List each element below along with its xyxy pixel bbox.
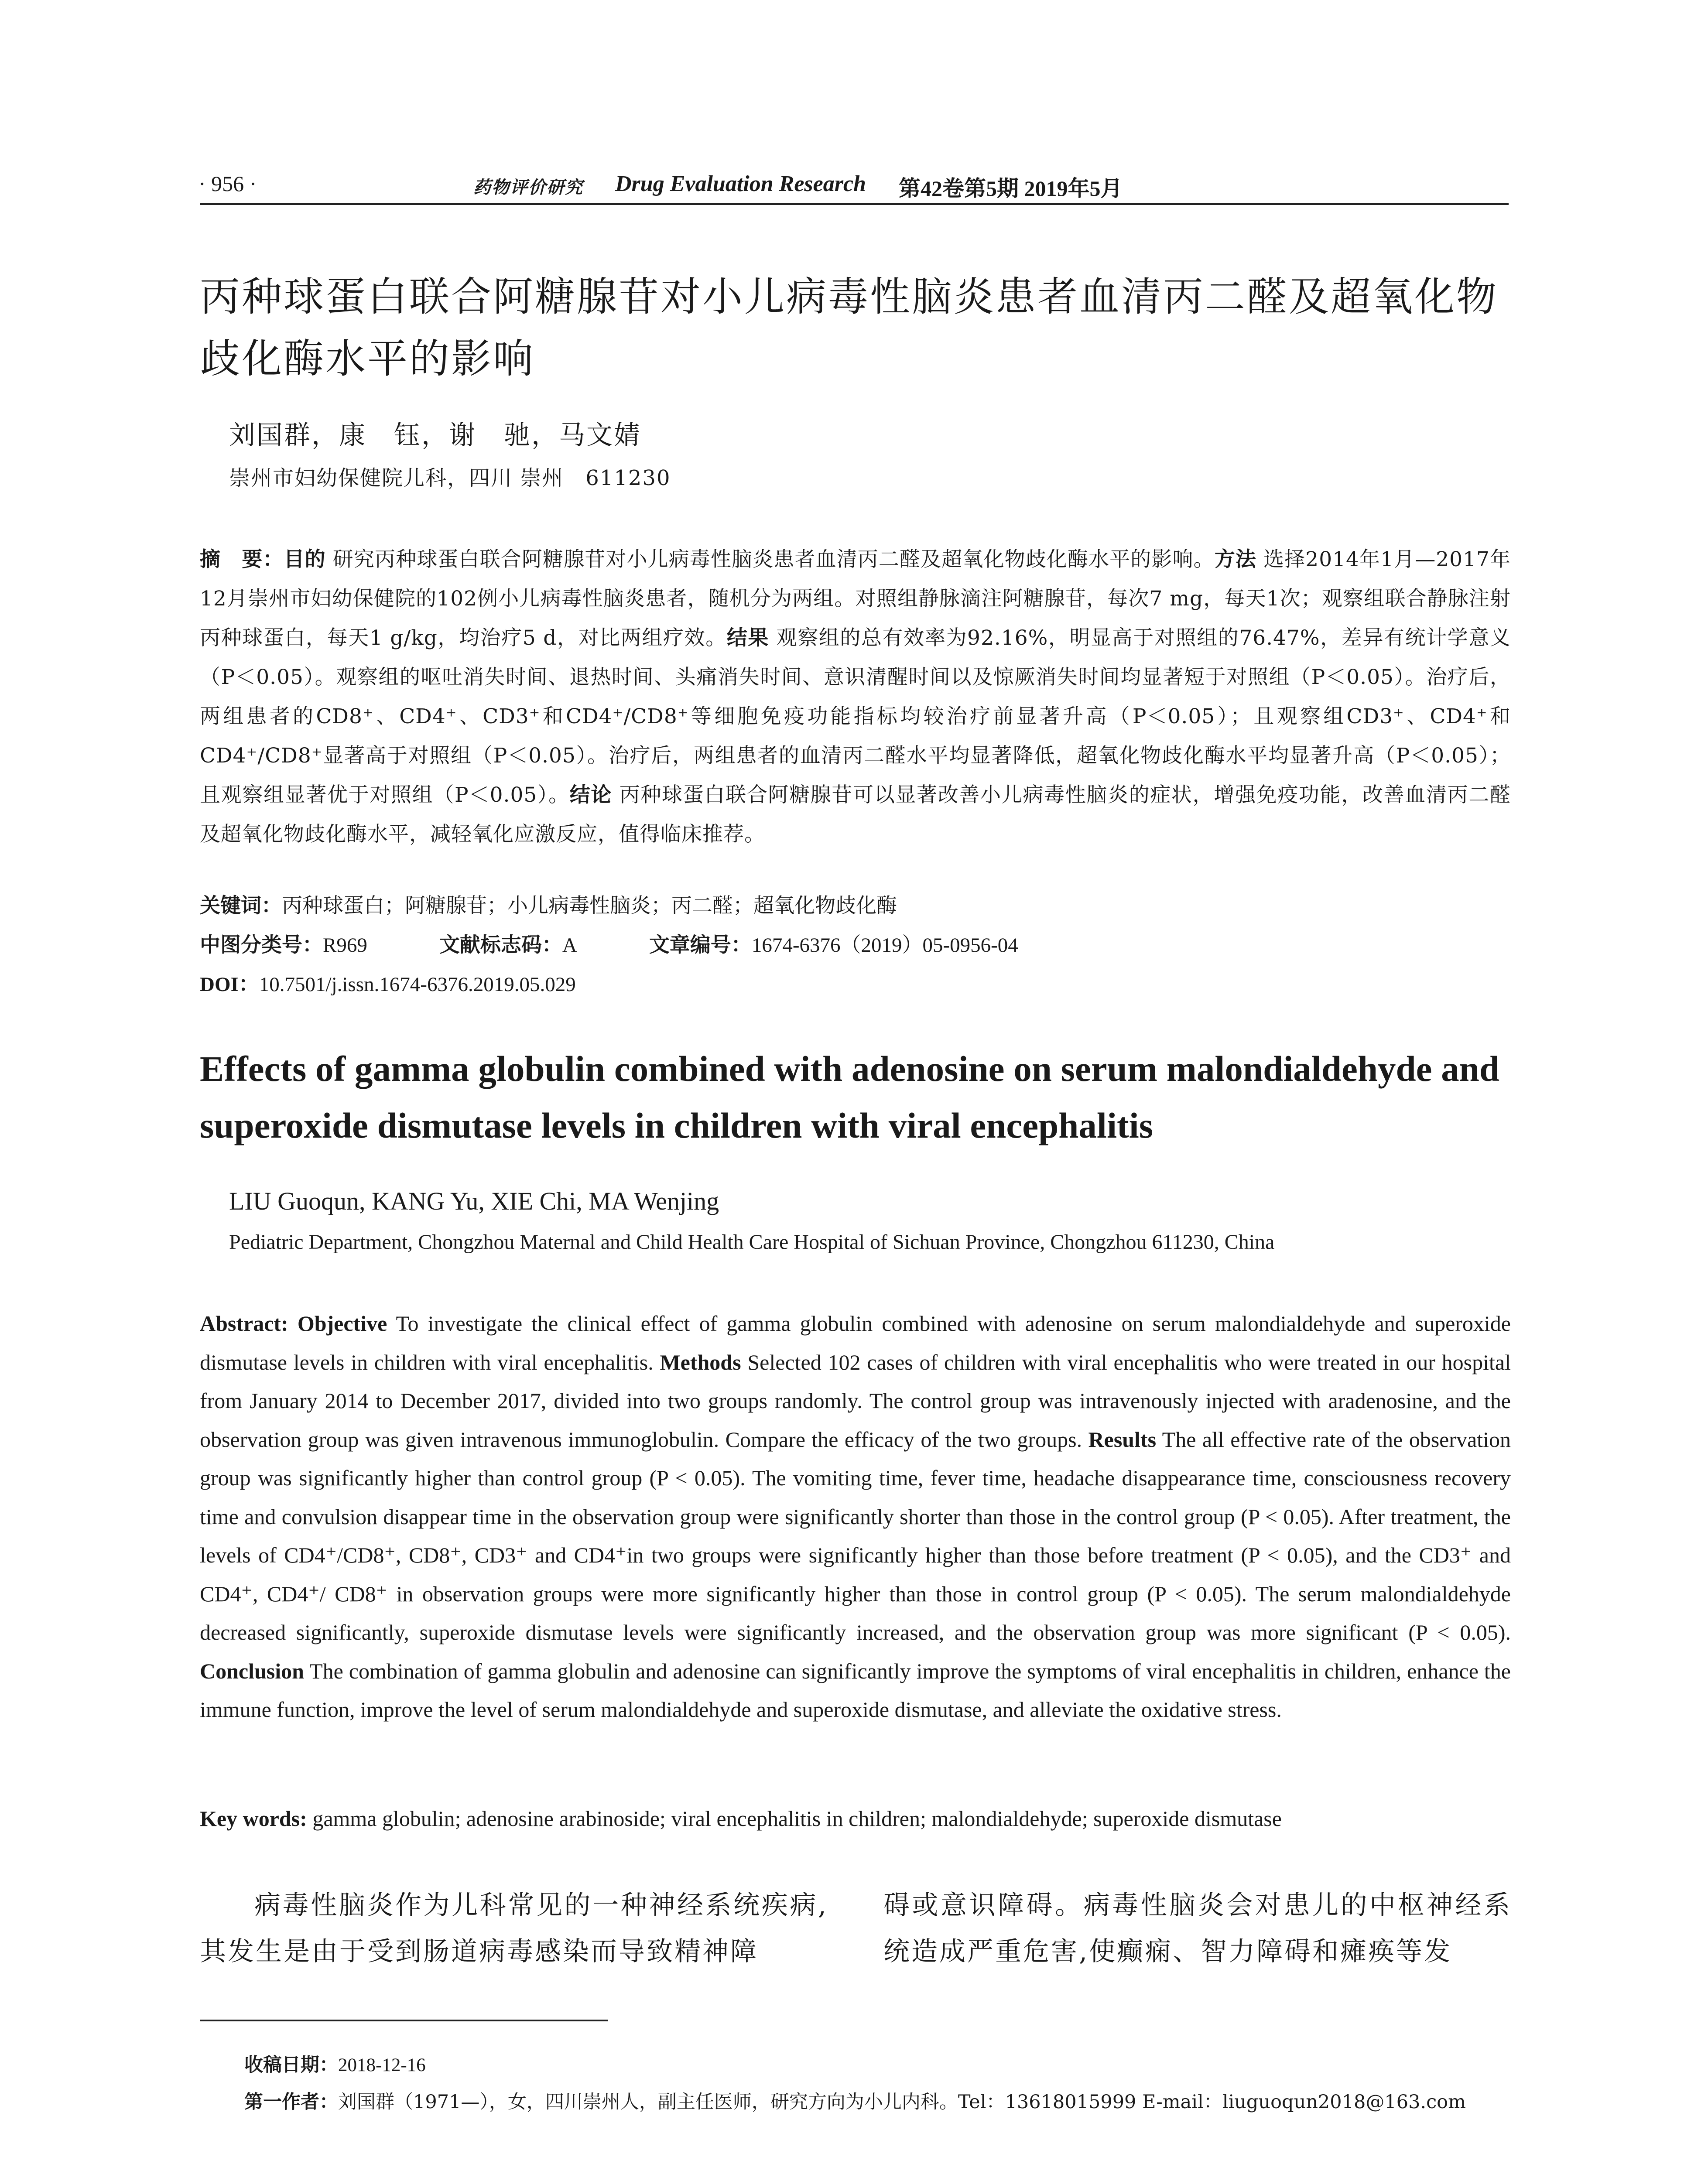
doi-value: 10.7501/j.issn.1674-6376.2019.05.029 bbox=[259, 973, 576, 996]
abstract-zh bbox=[200, 540, 1511, 854]
objective-en-label: Objective bbox=[297, 1311, 387, 1336]
abstract-en bbox=[200, 1304, 1511, 1729]
conclusion-en: The combination of gamma globulin and adenosine can significantly improve the symptoms of viral encephalitis in children, enhance the immune function, improve the level of serum malondialdehyde and superoxide dismutase, and alleviate the oxidative stress. bbox=[200, 1658, 1511, 1722]
header-rule bbox=[200, 203, 1509, 205]
keywords-zh-label: 关键词： bbox=[200, 894, 282, 918]
article-no-label: 文章编号： bbox=[649, 933, 752, 957]
received-value: 2018-12-16 bbox=[338, 2055, 426, 2075]
body-column-right: 碍或意识障碍。病毒性脑炎会对患儿的中枢神经系统造成严重危害,使癫痫、智力障碍和瘫痪等发 bbox=[883, 1890, 1512, 1967]
conclusion-zh: 丙种球蛋白联合阿糖腺苷可以显著改善小儿病毒性脑炎的症状，增强免疫功能，改善血清丙二醛及超氧化物歧化酶水平，减轻氧化应激反应，值得临床推荐。 bbox=[200, 783, 1511, 846]
journal-name: Drug Evaluation Research bbox=[615, 171, 866, 196]
doi-label: DOI： bbox=[200, 973, 259, 996]
first-author-value: 刘国群（1971—），女，四川崇州人，副主任医师，研究方向为小儿内科。Tel：13618015999 E-mail：liuguoqun2018@163.com bbox=[338, 2091, 1466, 2113]
methods-en: Selected 102 cases of children with viral encephalitis who were treated in our hospital from January 2014 to December 2017, divided into two groups randomly. The control group was intravenously injected with aradenosine, and the observation group was given intravenous immunoglobulin. Compare the efficacy of the two groups. bbox=[200, 1350, 1511, 1452]
authors-zh: 刘国群，康 钰，谢 驰，马文婧 bbox=[229, 420, 641, 451]
affiliation-en: Pediatric Department, Chongzhou Maternal and Child Health Care Hospital of Sichuan Province, Chongzhou 611230, China bbox=[229, 1231, 1275, 1254]
received-date bbox=[244, 2050, 426, 2077]
methods-zh: 选择2014年1月—2017年12月崇州市妇幼保健院的102例小儿病毒性脑炎患者，随机分为两组。对照组静脉滴注阿糖腺苷，每次7 mg，每天1次；观察组联合静脉注射丙种球蛋白，每天1 g/kg，均治疗5 d，对比两组疗效。 bbox=[200, 547, 1511, 650]
title-zh: 丙种球蛋白联合阿糖腺苷对小儿病毒性脑炎患者血清丙二醛及超氧化物歧化酶水平的影响 bbox=[200, 273, 1499, 382]
body-column-left: 病毒性脑炎作为儿科常见的一种神经系统疾病,其发生是由于受到肠道病毒感染而导致精神障 bbox=[200, 1890, 828, 1967]
doc-code-label: 文献标志码： bbox=[439, 933, 562, 957]
issue-info: 第42卷第5期 2019年5月 bbox=[899, 176, 1123, 201]
journal-logo: 药物评价研究 bbox=[473, 177, 583, 198]
keywords-zh-value: 丙种球蛋白；阿糖腺苷；小儿病毒性脑炎；丙二醛；超氧化物歧化酶 bbox=[282, 894, 897, 918]
keywords-en-label: Key words: bbox=[200, 1806, 307, 1831]
title-en: Effects of gamma globulin combined with adenosine on serum malondialdehyde and superoxide dismutase levels in children with viral encephalitis bbox=[200, 1049, 1500, 1145]
methods-en-label: Methods bbox=[660, 1350, 741, 1374]
abstract-zh-label: 摘 要： bbox=[200, 547, 284, 571]
authors-en: LIU Guoqun, KANG Yu, XIE Chi, MA Wenjing bbox=[229, 1187, 719, 1215]
classification-line bbox=[200, 926, 1018, 965]
first-author-label: 第一作者： bbox=[244, 2091, 338, 2113]
conclusion-zh-label: 结论 bbox=[569, 783, 613, 807]
doc-code-value: A bbox=[562, 934, 577, 957]
footnote-rule bbox=[200, 2020, 608, 2021]
results-en-label: Results bbox=[1088, 1427, 1157, 1452]
doi-line bbox=[200, 965, 576, 1004]
conclusion-en-label: Conclusion bbox=[200, 1658, 304, 1683]
results-zh: 观察组的总有效率为92.16%，明显高于对照组的76.47%，差异有统计学意义（P＜0.05）。观察组的呕吐消失时间、退热时间、头痛消失时间、意识清醒时间以及惊厥消失时间均显著短于对照组（P＜0.05）。治疗后，两组患者的CD8⁺、CD4⁺、CD3⁺和CD4⁺/CD8⁺等细胞免疫功能指标均较治疗前显著升高（P＜0.05）；且观察组CD3⁺、CD4⁺和CD4⁺/CD8⁺显著高于对照组（P＜0.05）。治疗后，两组患者的血清丙二醛水平均显著降低，超氧化物歧化酶水平均显著升高（P＜0.05）；且观察组显著优于对照组（P＜0.05）。 bbox=[200, 626, 1511, 807]
objective-en: To investigate the clinical effect of gamma globulin combined with adenosine on serum malondialdehyde and superoxide dismutase levels in children with viral encephalitis. bbox=[200, 1311, 1511, 1374]
abstract-en-label: Abstract: bbox=[200, 1311, 288, 1336]
clc-label: 中图分类号： bbox=[200, 933, 323, 957]
first-author-note bbox=[244, 2087, 1466, 2114]
results-zh-label: 结果 bbox=[726, 626, 770, 650]
received-label: 收稿日期： bbox=[244, 2054, 338, 2076]
keywords-en bbox=[200, 1806, 1282, 1831]
keywords-en-value: gamma globulin; adenosine arabinoside; viral encephalitis in children; malondialdehyde; superoxide dismutase bbox=[312, 1806, 1282, 1831]
clc-value: R969 bbox=[323, 934, 367, 957]
page-number: · 956 · bbox=[199, 171, 257, 196]
affiliation-zh: 崇州市妇幼保健院儿科，四川 崇州 611230 bbox=[229, 466, 671, 490]
objective-zh: 研究丙种球蛋白联合阿糖腺苷对小儿病毒性脑炎患者血清丙二醛及超氧化物歧化酶水平的影响。 bbox=[332, 547, 1215, 571]
keywords-zh bbox=[200, 886, 897, 926]
article-no-value: 1674-6376（2019）05-0956-04 bbox=[751, 934, 1018, 957]
objective-zh-label: 目的 bbox=[284, 547, 326, 571]
results-en: The all effective rate of the observation group was significantly higher than control group (P < 0.05). The vomiting time, fever time, headache disappearance time, consciousness recovery time and convulsion disappear time in the observation group were significantly shorter than those in the control group (P < 0.05). After treatment, the levels of CD4⁺/CD8⁺, CD8⁺, CD3⁺ and CD4⁺in two groups were significantly higher than those before treatment (P < 0.05), and the CD3⁺ and CD4⁺, CD4⁺/ CD8⁺ in observation groups were more significantly higher than those in control group (P < 0.05). The serum malondialdehyde decreased significantly, superoxide dismutase levels were significantly increased, and the observation group was more significant (P < 0.05). bbox=[200, 1427, 1511, 1644]
methods-zh-label: 方法 bbox=[1214, 547, 1256, 571]
